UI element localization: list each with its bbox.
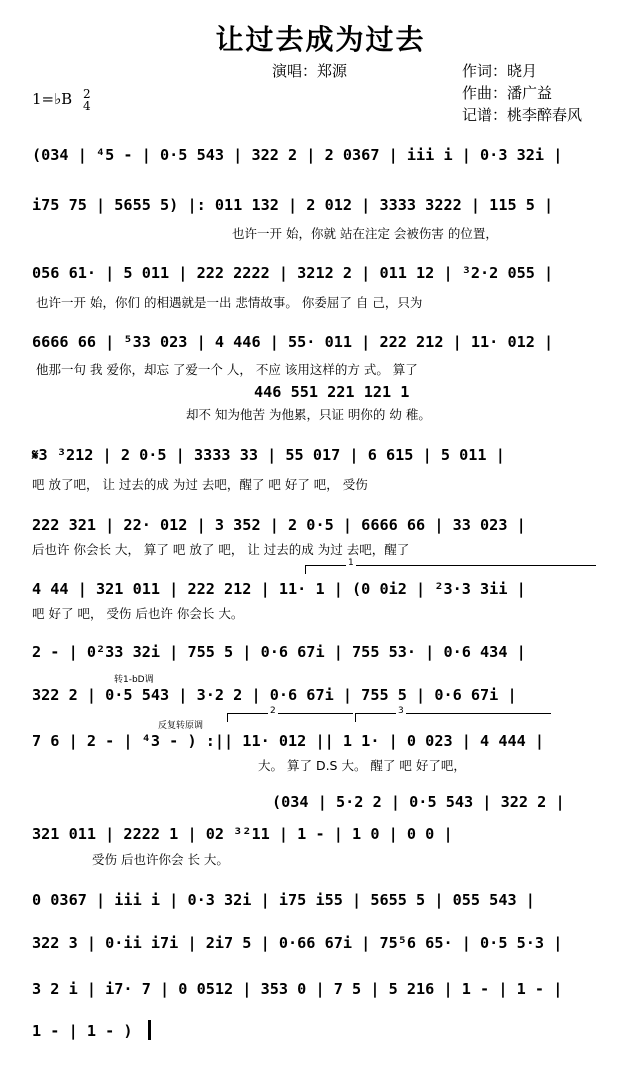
time-sig-bottom: 4 bbox=[83, 99, 91, 113]
volta-label-3: 3 bbox=[398, 706, 404, 716]
score-line-3: 056 61· | 5 011 | 222 2222 | 3212 2 | 011 12 | ³2·2 055 | bbox=[32, 264, 554, 282]
lyric-line-3: 也许一开 始，你们 的相遇就是一出 悲情故事。 你委屈了 自 己，只为 bbox=[36, 295, 423, 310]
lyric-line-10: 大。 算了 D.S 大。 醒了 吧 好了吧， bbox=[258, 758, 466, 773]
key-label: 1=♭B bbox=[32, 90, 73, 108]
score-line-5: 𝄋3 ³212 | 2 0·5 | 3333 33 | 55 017 | 6 615 | 5 011 | bbox=[32, 446, 505, 464]
lyricist-credit: 作词：晓月 bbox=[462, 62, 538, 80]
lyric-line-4b: 却不 知为他苦 为他累，只证 明你的 幼 稚。 bbox=[186, 407, 431, 422]
lyric-line-6: 后也许 你会长 大， 算了 吧 放了 吧， 让 过去的成 为过 去吧，醒了 bbox=[32, 542, 410, 557]
score-line-4: 6666 66 | ⁵33 023 | 4 446 | 55· 011 | 222 212 | 11· 012 | bbox=[32, 333, 554, 351]
transcriber-credit: 记谱：桃李醉春风 bbox=[462, 106, 583, 124]
time-signature bbox=[83, 88, 91, 112]
score-line-13: 0 0367 | iii i | 0·3 32i | i75 i55 | 5655 5 | 055 543 | bbox=[32, 891, 535, 909]
song-title: 让过去成为过去 bbox=[215, 23, 426, 56]
composer-credit: 作曲：潘广益 bbox=[462, 84, 553, 102]
volta-label-2: 2 bbox=[270, 706, 276, 716]
lyric-line-7: 吧 好了 吧， 受伤 后也许 你会长 大。 bbox=[32, 606, 244, 621]
volta-bracket-3 bbox=[355, 706, 551, 722]
singer-credit: 演唱：郑源 bbox=[272, 62, 348, 80]
score-line-7: 4 44 | 321 011 | 222 212 | 11· 1 | (0 0i2 | ²3·3 3ii | bbox=[32, 580, 526, 598]
key-signature bbox=[32, 88, 91, 112]
score-line-2: i75 75 | 5655 5) |: 011 132 | 2 012 | 3333 3222 | 115 5 | bbox=[32, 196, 554, 214]
lyric-line-12: 受伤 后也许你会 长 大。 bbox=[92, 852, 229, 867]
score-line-9: 322 2 | 0·5 543 | 3·2 2 | 0·6 67i | 755 5 | 0·6 67i | bbox=[32, 686, 517, 704]
score-line-1: (034 | ⁴5 - | 0·5 543 | 322 2 | 2 0367 | iii i | 0·3 32i | bbox=[32, 146, 563, 164]
score-line-6: 222 321 | 22· 012 | 3 352 | 2 0·5 | 6666 66 | 33 023 | bbox=[32, 516, 526, 534]
score-line-14: 322 3 | 0·ii i7i | 2i7 5 | 0·66 67i | 75⁵6 65· | 0·5 5·3 | bbox=[32, 934, 563, 952]
time-sig-top: 2 bbox=[83, 87, 91, 101]
repeat-note: 反复转原调 bbox=[158, 721, 204, 731]
score-line-11: (034 | 5·2 2 | 0·5 543 | 322 2 | bbox=[272, 793, 565, 811]
score-line-4b: 446 551 221 121 1 bbox=[254, 383, 410, 401]
volta-label-1: 1 bbox=[348, 558, 354, 568]
volta-bracket-1 bbox=[305, 558, 596, 574]
score-line-8: 2 - | 0²33 32i | 755 5 | 0·6 67i | 755 53· | 0·6 434 | bbox=[32, 643, 526, 661]
score-line-12: 321 011 | 2222 1 | 02 ³²11 | 1 - | 1 0 | 0 0 | bbox=[32, 825, 453, 843]
final-barline bbox=[148, 1020, 151, 1040]
score-line-16: 1 - | 1 - ) bbox=[32, 1022, 133, 1040]
score-line-15: 3 2 i | i7· 7 | 0 0512 | 353 0 | 7 5 | 5 216 | 1 - | 1 - | bbox=[32, 980, 563, 998]
volta-bracket-2 bbox=[227, 706, 353, 722]
lyric-line-2: 也许一开 始，你就 站在注定 会被伤害 的位置， bbox=[232, 226, 498, 241]
score-line-10: 7 6 | 2 - | ⁴3 - ) :|| 11· 012 || 1 1· | 0 023 | 4 444 | bbox=[32, 732, 545, 750]
lyric-line-4: 他那一句 我 爱你，却忘 了爱一个 人， 不应 该用这样的方 式。 算了 bbox=[36, 362, 418, 377]
modulation-note: 转1-bD调 bbox=[114, 675, 154, 685]
lyric-line-5: 吧 放了吧， 让 过去的成 为过 去吧，醒了 吧 好了 吧， 受伤 bbox=[32, 477, 368, 492]
